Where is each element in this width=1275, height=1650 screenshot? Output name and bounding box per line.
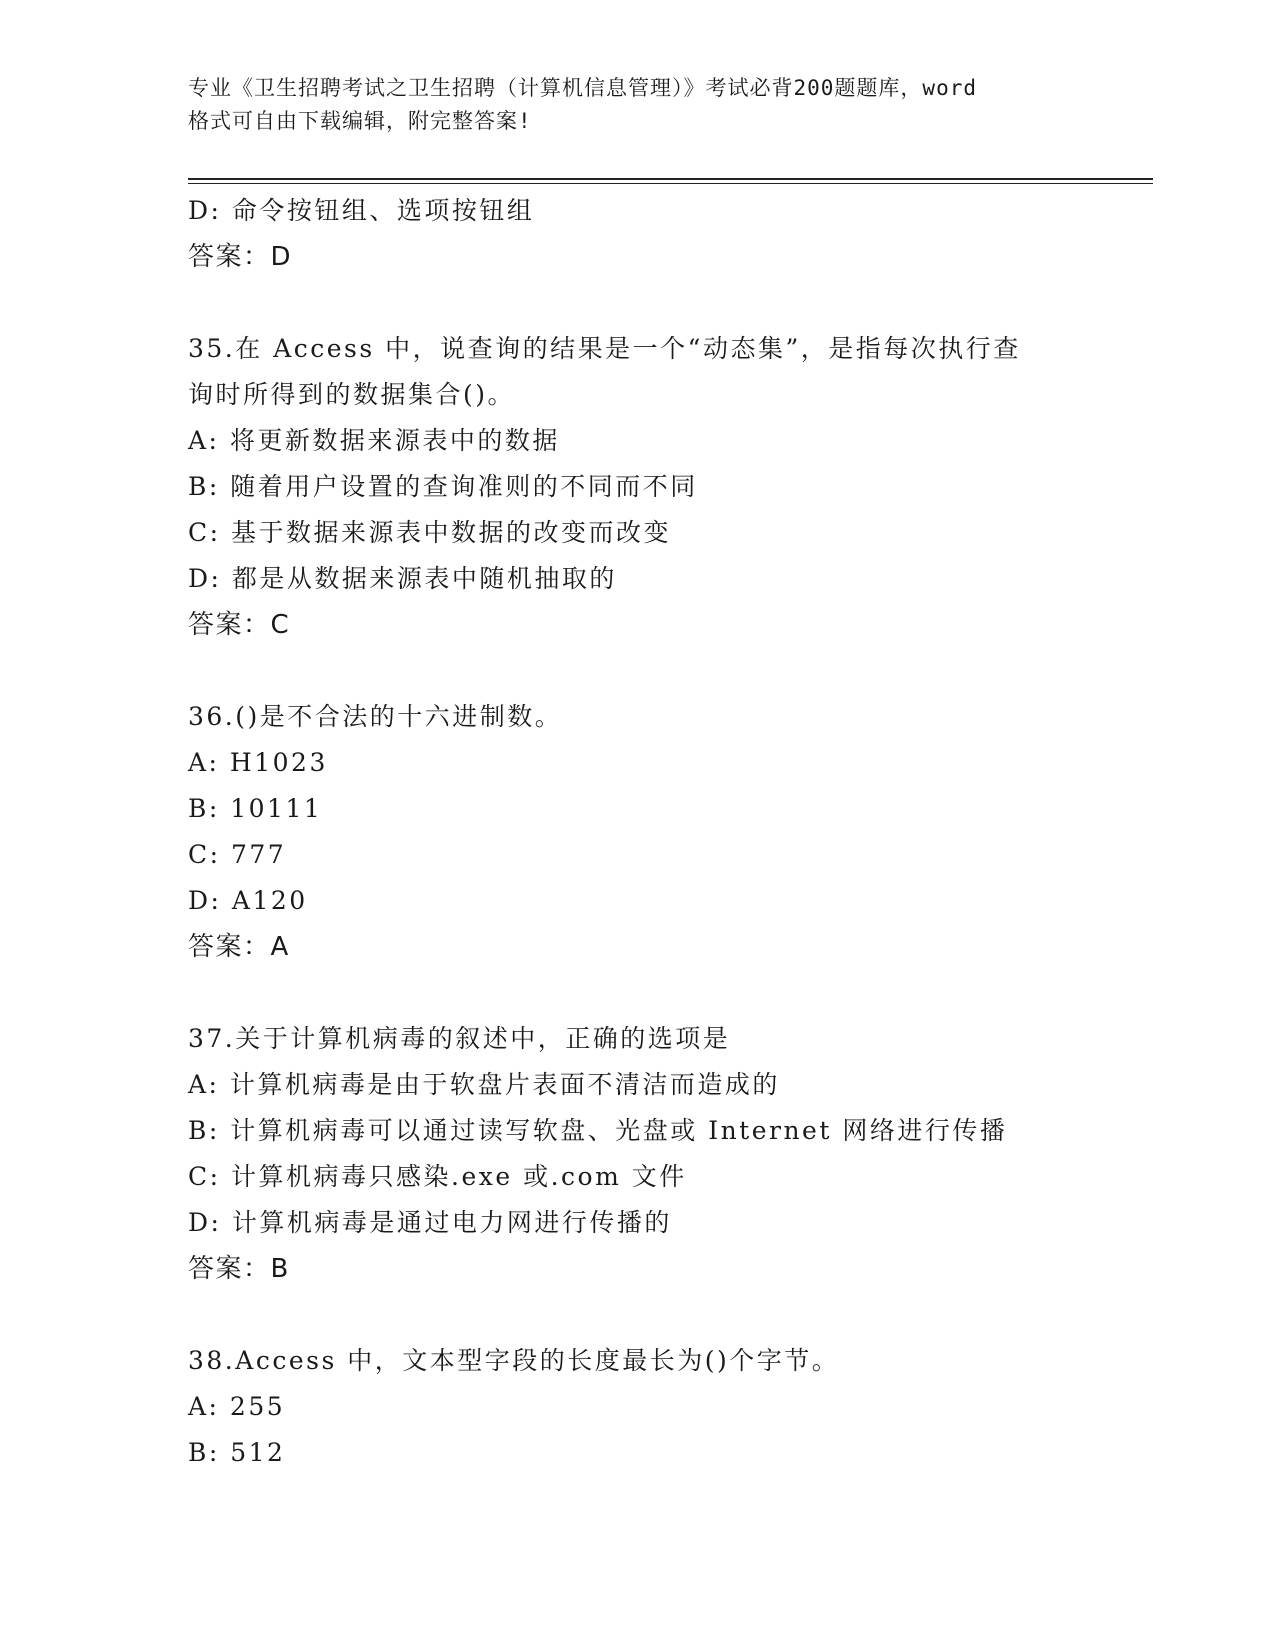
option-b: B: 512 (188, 1438, 286, 1467)
question-stem: 38.Access 中，文本型字段的长度最长为()个字节。 (188, 1346, 840, 1375)
option-c: C: 计算机病毒只感染.exe 或.com 文件 (188, 1162, 687, 1191)
spacer (188, 648, 1148, 694)
option-a: A: 将更新数据来源表中的数据 (188, 426, 560, 455)
header-line-2: 格式可自由下载编辑，附完整答案! (188, 109, 532, 133)
option-b: B: 10111 (188, 794, 323, 823)
header-line-1: 专业《卫生招聘考试之卫生招聘（计算机信息管理）》考试必背200题题库，word (188, 76, 977, 100)
question-block-35 (188, 326, 1148, 648)
option-d: D: 都是从数据来源表中随机抽取的 (188, 564, 617, 593)
question-list (188, 188, 1148, 1476)
answer-line: 答案：A (188, 932, 290, 962)
option-a: A: 计算机病毒是由于软盘片表面不清洁而造成的 (188, 1070, 780, 1099)
option-a: A: 255 (188, 1392, 286, 1421)
question-block-38 (188, 1338, 1148, 1476)
question-stem: 36.()是不合法的十六进制数。 (188, 702, 563, 731)
option-b: B: 随着用户设置的查询准则的不同而不同 (188, 472, 698, 501)
option-c: C: 777 (188, 840, 287, 869)
header-divider-thick (188, 178, 1153, 180)
spacer (188, 970, 1148, 1016)
option-a: A: H1023 (188, 748, 328, 777)
document-header (188, 72, 1088, 138)
option-d: D: A120 (188, 886, 308, 915)
option-c: C: 基于数据来源表中数据的改变而改变 (188, 518, 671, 547)
question-block-36 (188, 694, 1148, 970)
header-divider-thin (188, 183, 1153, 184)
answer-line: 答案：C (188, 610, 291, 640)
question-stem-continued: 询时所得到的数据集合()。 (188, 380, 516, 409)
question-stem: 35.在 Access 中，说查询的结果是一个“动态集”，是指每次执行查 (188, 334, 1021, 363)
option-d: D: 命令按钮组、选项按钮组 (188, 196, 535, 225)
question-block-34 (188, 188, 1148, 280)
question-stem: 37.关于计算机病毒的叙述中，正确的选项是 (188, 1024, 731, 1053)
answer-line: 答案：B (188, 1254, 290, 1284)
option-d: D: 计算机病毒是通过电力网进行传播的 (188, 1208, 672, 1237)
spacer (188, 280, 1148, 326)
option-b: B: 计算机病毒可以通过读写软盘、光盘或 Internet 网络进行传播 (188, 1116, 1008, 1145)
answer-line: 答案：D (188, 242, 293, 272)
spacer (188, 1292, 1148, 1338)
question-block-37 (188, 1016, 1148, 1292)
